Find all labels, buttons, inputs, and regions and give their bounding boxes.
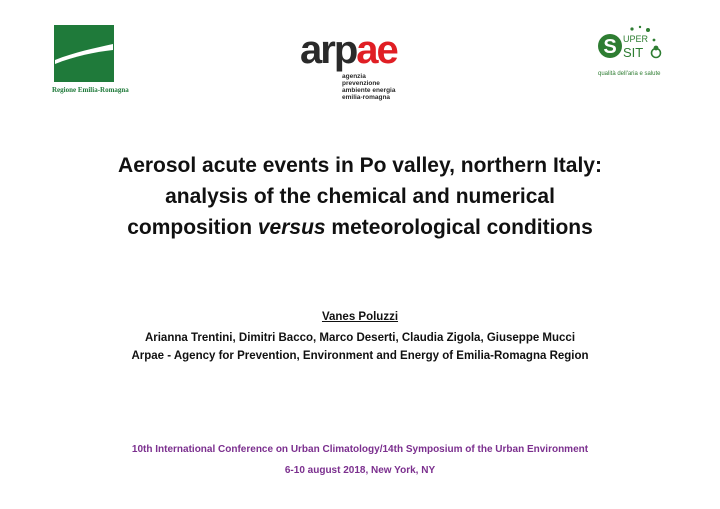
presenter-name: Vanes Poluzzi: [321, 311, 399, 323]
regione-logo-graphic: [55, 26, 113, 81]
arpae-tagline-line: emilia-romagna: [342, 94, 391, 101]
arpae-logo: [300, 30, 420, 110]
regione-emilia-romagna-logo: [52, 25, 129, 97]
conference-name: 10th International Conference on Urban Climatology/14th Symposium of the Urban Environment: [131, 444, 589, 455]
arpae-wordmark-red: ae: [356, 28, 397, 72]
arpae-tagline-line: prevenzione: [342, 80, 380, 87]
supersito-upper: UPER: [623, 34, 649, 44]
arpae-tagline-line: ambiente energia: [342, 87, 396, 94]
arpae-wordmark-dark: arp: [300, 28, 357, 72]
title-text: Aerosol acute events in Po valley, northern Italy: analysis of the chemical and numerical composition: [118, 154, 602, 239]
supersito-logo: [596, 24, 676, 106]
affiliation: Arpae - Agency for Prevention, Environment and Energy of Emilia-Romagna Region: [131, 350, 589, 362]
presentation-title: [110, 150, 610, 243]
supersito-sito: SIT: [623, 45, 644, 60]
supersito-letter-s: S: [603, 36, 617, 58]
title-emphasis: versus: [257, 216, 326, 239]
title-text-end: meteorological conditions: [325, 216, 593, 239]
arpae-tagline-line: agenzia: [342, 73, 366, 80]
regione-logo-mark: [54, 25, 114, 82]
conference-date: 6-10 august 2018, New York, NY: [284, 465, 436, 476]
regione-logo-caption: Regione Emilia-Romagna: [52, 86, 129, 94]
authors-list: Arianna Trentini, Dimitri Bacco, Marco Deserti, Claudia Zigola, Giuseppe Mucci: [144, 332, 576, 344]
supersito-logo-graphic: [596, 24, 676, 72]
supersito-caption: qualità dell'aria e salute: [598, 71, 661, 77]
arpae-tagline: [342, 73, 420, 101]
arpae-wordmark: [300, 30, 420, 72]
